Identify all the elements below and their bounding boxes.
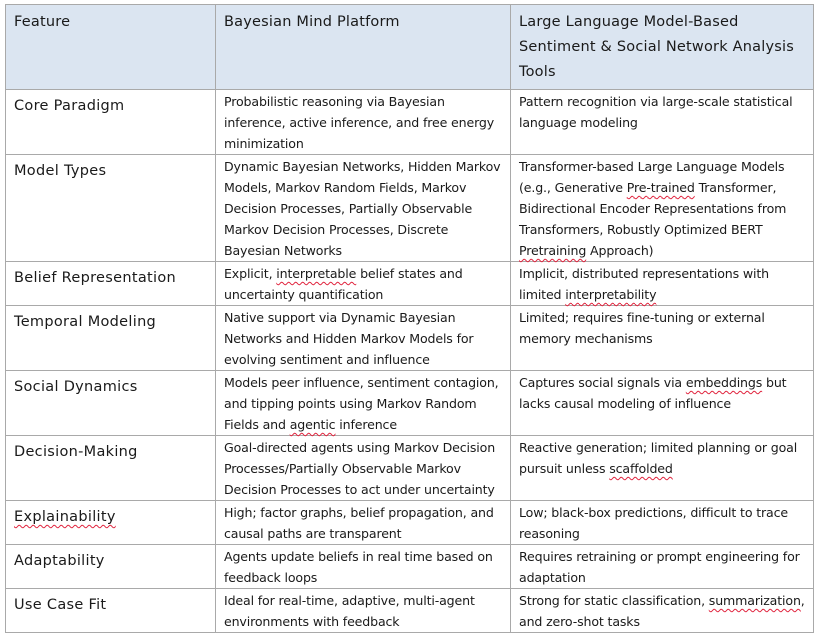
text-segment: Approach): [586, 243, 654, 258]
llm-cell: [511, 155, 814, 262]
text-segment: but lacks causal modeling of influence: [519, 375, 787, 411]
feature-cell: Adaptability: [6, 545, 216, 589]
bayesian-cell: [216, 262, 511, 306]
table-row: [6, 90, 814, 155]
table-row: [6, 155, 814, 262]
table-row: [6, 436, 814, 501]
text-segment: Explicit,: [224, 266, 277, 281]
bayesian-cell: Agents update beliefs in real time based on feedback loops: [216, 545, 511, 589]
text-segment: Captures social signals via: [519, 375, 686, 390]
bayesian-cell: Probabilistic reasoning via Bayesian inference, active inference, and free energy minimization: [216, 90, 511, 155]
llm-cell: [511, 436, 814, 501]
llm-cell: Low; black-box predictions, difficult to trace reasoning: [511, 501, 814, 545]
llm-cell: [511, 262, 814, 306]
header-feature: Feature: [6, 5, 216, 90]
table-row: [6, 306, 814, 371]
feature-cell: Model Types: [6, 155, 216, 262]
text-segment: belief states and uncertainty quantification: [224, 266, 463, 302]
feature-cell: Social Dynamics: [6, 371, 216, 436]
text-segment: Strong for static classification,: [519, 593, 709, 608]
spellcheck-flagged-word: embeddings: [685, 375, 763, 390]
feature-cell: Decision-Making: [6, 436, 216, 501]
llm-cell: Limited; requires fine-tuning or external memory mechanisms: [511, 306, 814, 371]
spellcheck-flagged-word: interpretability: [565, 287, 657, 302]
table-row: [6, 501, 814, 545]
text-segment: Transformer-based Large Language Models (e.g., Generative: [519, 159, 785, 195]
text-segment: , and zero-shot tasks: [519, 593, 805, 629]
table-row: [6, 545, 814, 589]
bayesian-cell: [216, 371, 511, 436]
text-segment: Reactive generation; limited planning or goal pursuit unless: [519, 440, 798, 476]
header-row: [6, 5, 814, 90]
feature-cell: Core Paradigm: [6, 90, 216, 155]
table-row: [6, 589, 814, 633]
spellcheck-flagged-word: interpretable: [276, 266, 357, 281]
llm-cell: [511, 371, 814, 436]
spellcheck-flagged-word: Pre-trained: [626, 180, 695, 195]
feature-cell: Temporal Modeling: [6, 306, 216, 371]
llm-cell: [511, 589, 814, 633]
feature-cell: Use Case Fit: [6, 589, 216, 633]
bayesian-cell: High; factor graphs, belief propagation, and causal paths are transparent: [216, 501, 511, 545]
llm-cell: Requires retraining or prompt engineering for adaptation: [511, 545, 814, 589]
text-segment: inference: [335, 417, 397, 432]
bayesian-cell: Ideal for real-time, adaptive, multi-agent environments with feedback: [216, 589, 511, 633]
spellcheck-flagged-word: Pretraining: [519, 243, 587, 258]
bayesian-cell: Dynamic Bayesian Networks, Hidden Markov Models, Markov Random Fields, Markov Decision Processes, Partially Observable Markov Decision Processes, Discrete Bayesian Networks: [216, 155, 511, 262]
text-segment: Transformer, Bidirectional Encoder Representations from Transformers, Robustly Optimized BERT: [519, 180, 787, 237]
spellcheck-flagged-word: Explainability: [14, 509, 116, 525]
header-llm: Large Language Model-Based Sentiment & Social Network Analysis Tools: [511, 5, 814, 90]
bayesian-cell: Goal-directed agents using Markov Decision Processes/Partially Observable Markov Decision Processes to act under uncertainty: [216, 436, 511, 501]
comparison-table: [5, 4, 814, 633]
bayesian-cell: Native support via Dynamic Bayesian Networks and Hidden Markov Models for evolving sentiment and influence: [216, 306, 511, 371]
header-bayesian: Bayesian Mind Platform: [216, 5, 511, 90]
text-segment: Models peer influence, sentiment contagion, and tipping points using Markov Random Fields and: [224, 375, 499, 432]
llm-cell: Pattern recognition via large-scale statistical language modeling: [511, 90, 814, 155]
spellcheck-flagged-word: summarization: [708, 593, 801, 608]
spellcheck-flagged-word: scaffolded: [609, 461, 673, 476]
feature-cell: Belief Representation: [6, 262, 216, 306]
feature-cell: [6, 501, 216, 545]
text-segment: Implicit, distributed representations with limited: [519, 266, 770, 302]
table-row: [6, 262, 814, 306]
table-row: [6, 371, 814, 436]
spellcheck-flagged-word: agentic: [289, 417, 336, 432]
